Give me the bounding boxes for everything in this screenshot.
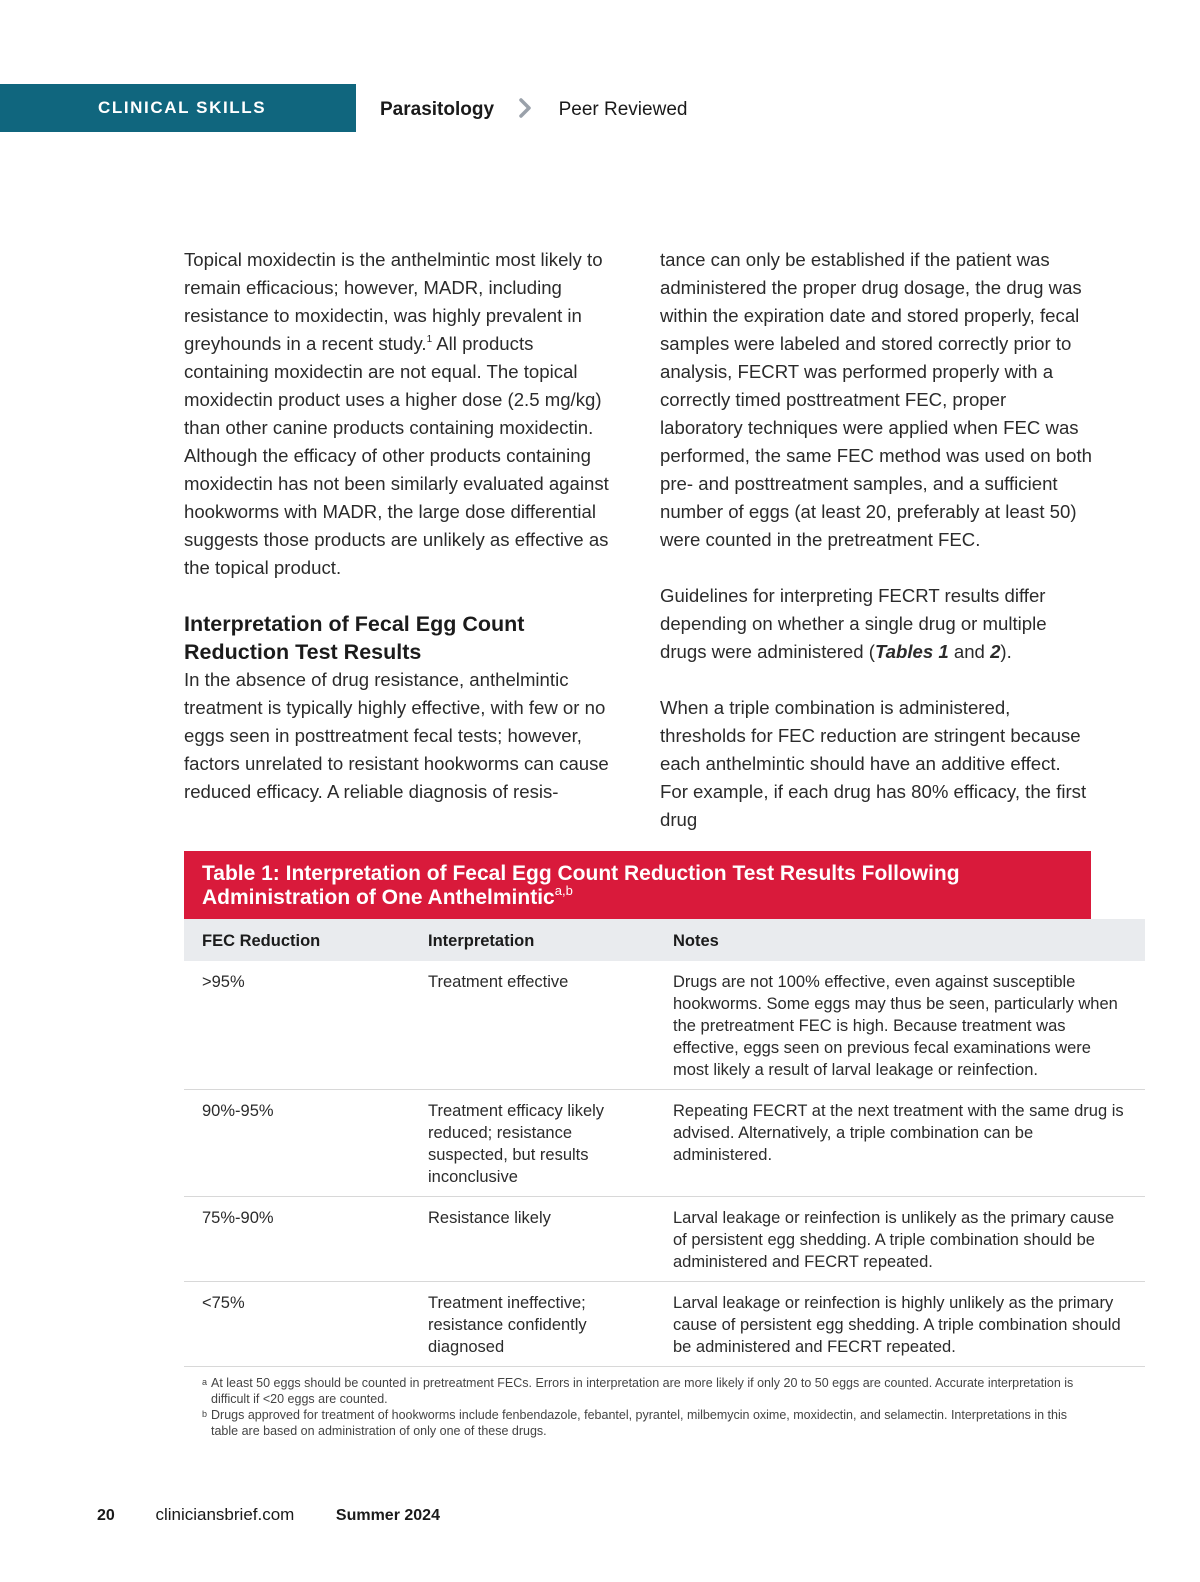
article-column-left xyxy=(184,246,616,806)
body-paragraph: Topical moxidectin is the anthelmintic most likely to remain efficacious; however, MADR, including resistance to moxidectin, was highly prevalent in greyhounds in a recent study.$^1$ All products containing moxidectin are not equal. The topical moxidectin product uses a higher dose (2.5 mg/kg) than other canine products containing moxidectin. Although the efficacy of other products containing moxidectin has not been similarly evaluated against hookworms with MADR, the large dose differential suggests those products are unlikely as effective as the topical product. xyxy=(184,249,609,578)
reference-marker: 1 xyxy=(426,334,433,345)
cell-interpretation: Treatment ineffective; resistance confidently diagnosed xyxy=(410,1282,655,1367)
cell-reduction: <75% xyxy=(184,1282,410,1367)
footnote: a At least 50 eggs should be counted in pretreatment FECs. Errors in interpretation are more likely if only 20 to 50 eggs are counted. Accurate interpretation is difficult if <20 eggs are counted. xyxy=(202,1376,1074,1406)
table-footnotes xyxy=(184,1375,1091,1439)
interpretation-table xyxy=(184,919,1145,1367)
section-heading: Interpretation of Fecal Egg Count Reduction Test Results xyxy=(184,612,525,664)
page-number: 20 xyxy=(97,1507,115,1524)
cell-reduction: 90%-95% xyxy=(184,1090,410,1197)
table-title: Table 1: Interpretation of Fecal Egg Count Reduction Test Results Following Administration of One Anthelmintic$^{a,b}$ xyxy=(184,851,1091,919)
column-header: Notes xyxy=(655,919,1145,961)
cell-notes: Drugs are not 100% effective, even against susceptible hookworms. Some eggs may thus be seen, particularly when the pretreatment FEC is high. Because treatment was effective, eggs seen on previous fecal examinations were most likely a result of larval leakage or reinfection. xyxy=(673,973,1118,1079)
cell-notes: Larval leakage or reinfection is unlikely as the primary cause of persistent egg shedding. A triple combination should be administered and FECRT repeated. xyxy=(655,1197,1145,1282)
table-reference-link[interactable]: 2 xyxy=(990,641,1001,662)
section-label: CLINICAL SKILLS xyxy=(98,98,267,117)
cell-reduction: 75%-90% xyxy=(184,1197,410,1282)
table-row xyxy=(184,1090,1145,1197)
cell-interpretation: Treatment efficacy likely reduced; resistance suspected, but results inconclusive xyxy=(410,1090,655,1197)
breadcrumb-subcategory: Peer Reviewed xyxy=(558,99,688,120)
body-paragraph: Guidelines for interpreting FECRT results differ depending on whether a single drug or multiple drugs were administered (Tables 1 and 2). xyxy=(660,585,1047,662)
cell-interpretation: Resistance likely xyxy=(410,1197,655,1282)
table-row xyxy=(184,1282,1145,1367)
body-paragraph: When a triple combination is administered, thresholds for FEC reduction are stringent because each anthelmintic should have an additive effect. For example, if each drug has 80% efficacy, the first drug xyxy=(660,697,1087,830)
table-row xyxy=(184,1197,1145,1282)
cell-interpretation: Treatment effective xyxy=(428,973,569,991)
table-1 xyxy=(184,851,1124,1439)
body-paragraph: In the absence of drug resistance, anthelmintic treatment is typically highly effective, with few or no eggs seen in posttreatment fecal tests; however, factors unrelated to resistant hookworms can cause reduced efficacy. A reliable diagnosis of resis- xyxy=(184,669,609,802)
table-row xyxy=(184,961,1145,1090)
table-header-row xyxy=(184,919,1145,961)
breadcrumb-category: Parasitology xyxy=(380,99,495,120)
column-header: Interpretation xyxy=(410,919,655,961)
chevron-right-icon xyxy=(513,98,543,118)
breadcrumb xyxy=(380,84,687,132)
body-paragraph: tance can only be established if the patient was administered the proper drug dosage, the drug was within the expiration date and stored properly, fecal samples were labeled and stored correctly prior to analysis, FECRT was performed properly with a correctly timed posttreatment FEC, proper laboratory techniques were applied when FEC was performed, the same FEC method was used on both pre- and posttreatment samples, and a sufficient number of eggs (at least 20, preferably at least 50) were counted in the pretreatment FEC. xyxy=(660,249,1093,550)
cell-notes: Larval leakage or reinfection is highly unlikely as the primary cause of persistent egg shedding. A triple combination should be administered and FECRT repeated. xyxy=(655,1282,1145,1367)
article-column-right xyxy=(660,246,1092,834)
cell-reduction: >95% xyxy=(202,973,245,991)
section-band xyxy=(0,84,356,132)
column-header: FEC Reduction xyxy=(184,919,410,961)
issue-label: Summer 2024 xyxy=(335,1507,440,1524)
footnote: b Drugs approved for treatment of hookworms include fenbendazole, febantel, pyrantel, milbemycin oxime, moxidectin, and selamectin. Interpretations in this table are based on administration of only one of these drugs. xyxy=(202,1408,1067,1438)
table-reference-link[interactable]: Tables 1 xyxy=(874,641,949,662)
cell-notes: Repeating FECRT at the next treatment with the same drug is advised. Alternatively, a triple combination can be administered. xyxy=(655,1090,1145,1197)
page-footer xyxy=(97,1505,440,1525)
table-title-footnote-marks: a,b xyxy=(554,883,573,898)
site-link[interactable]: cliniciansbrief.com xyxy=(155,1505,295,1524)
